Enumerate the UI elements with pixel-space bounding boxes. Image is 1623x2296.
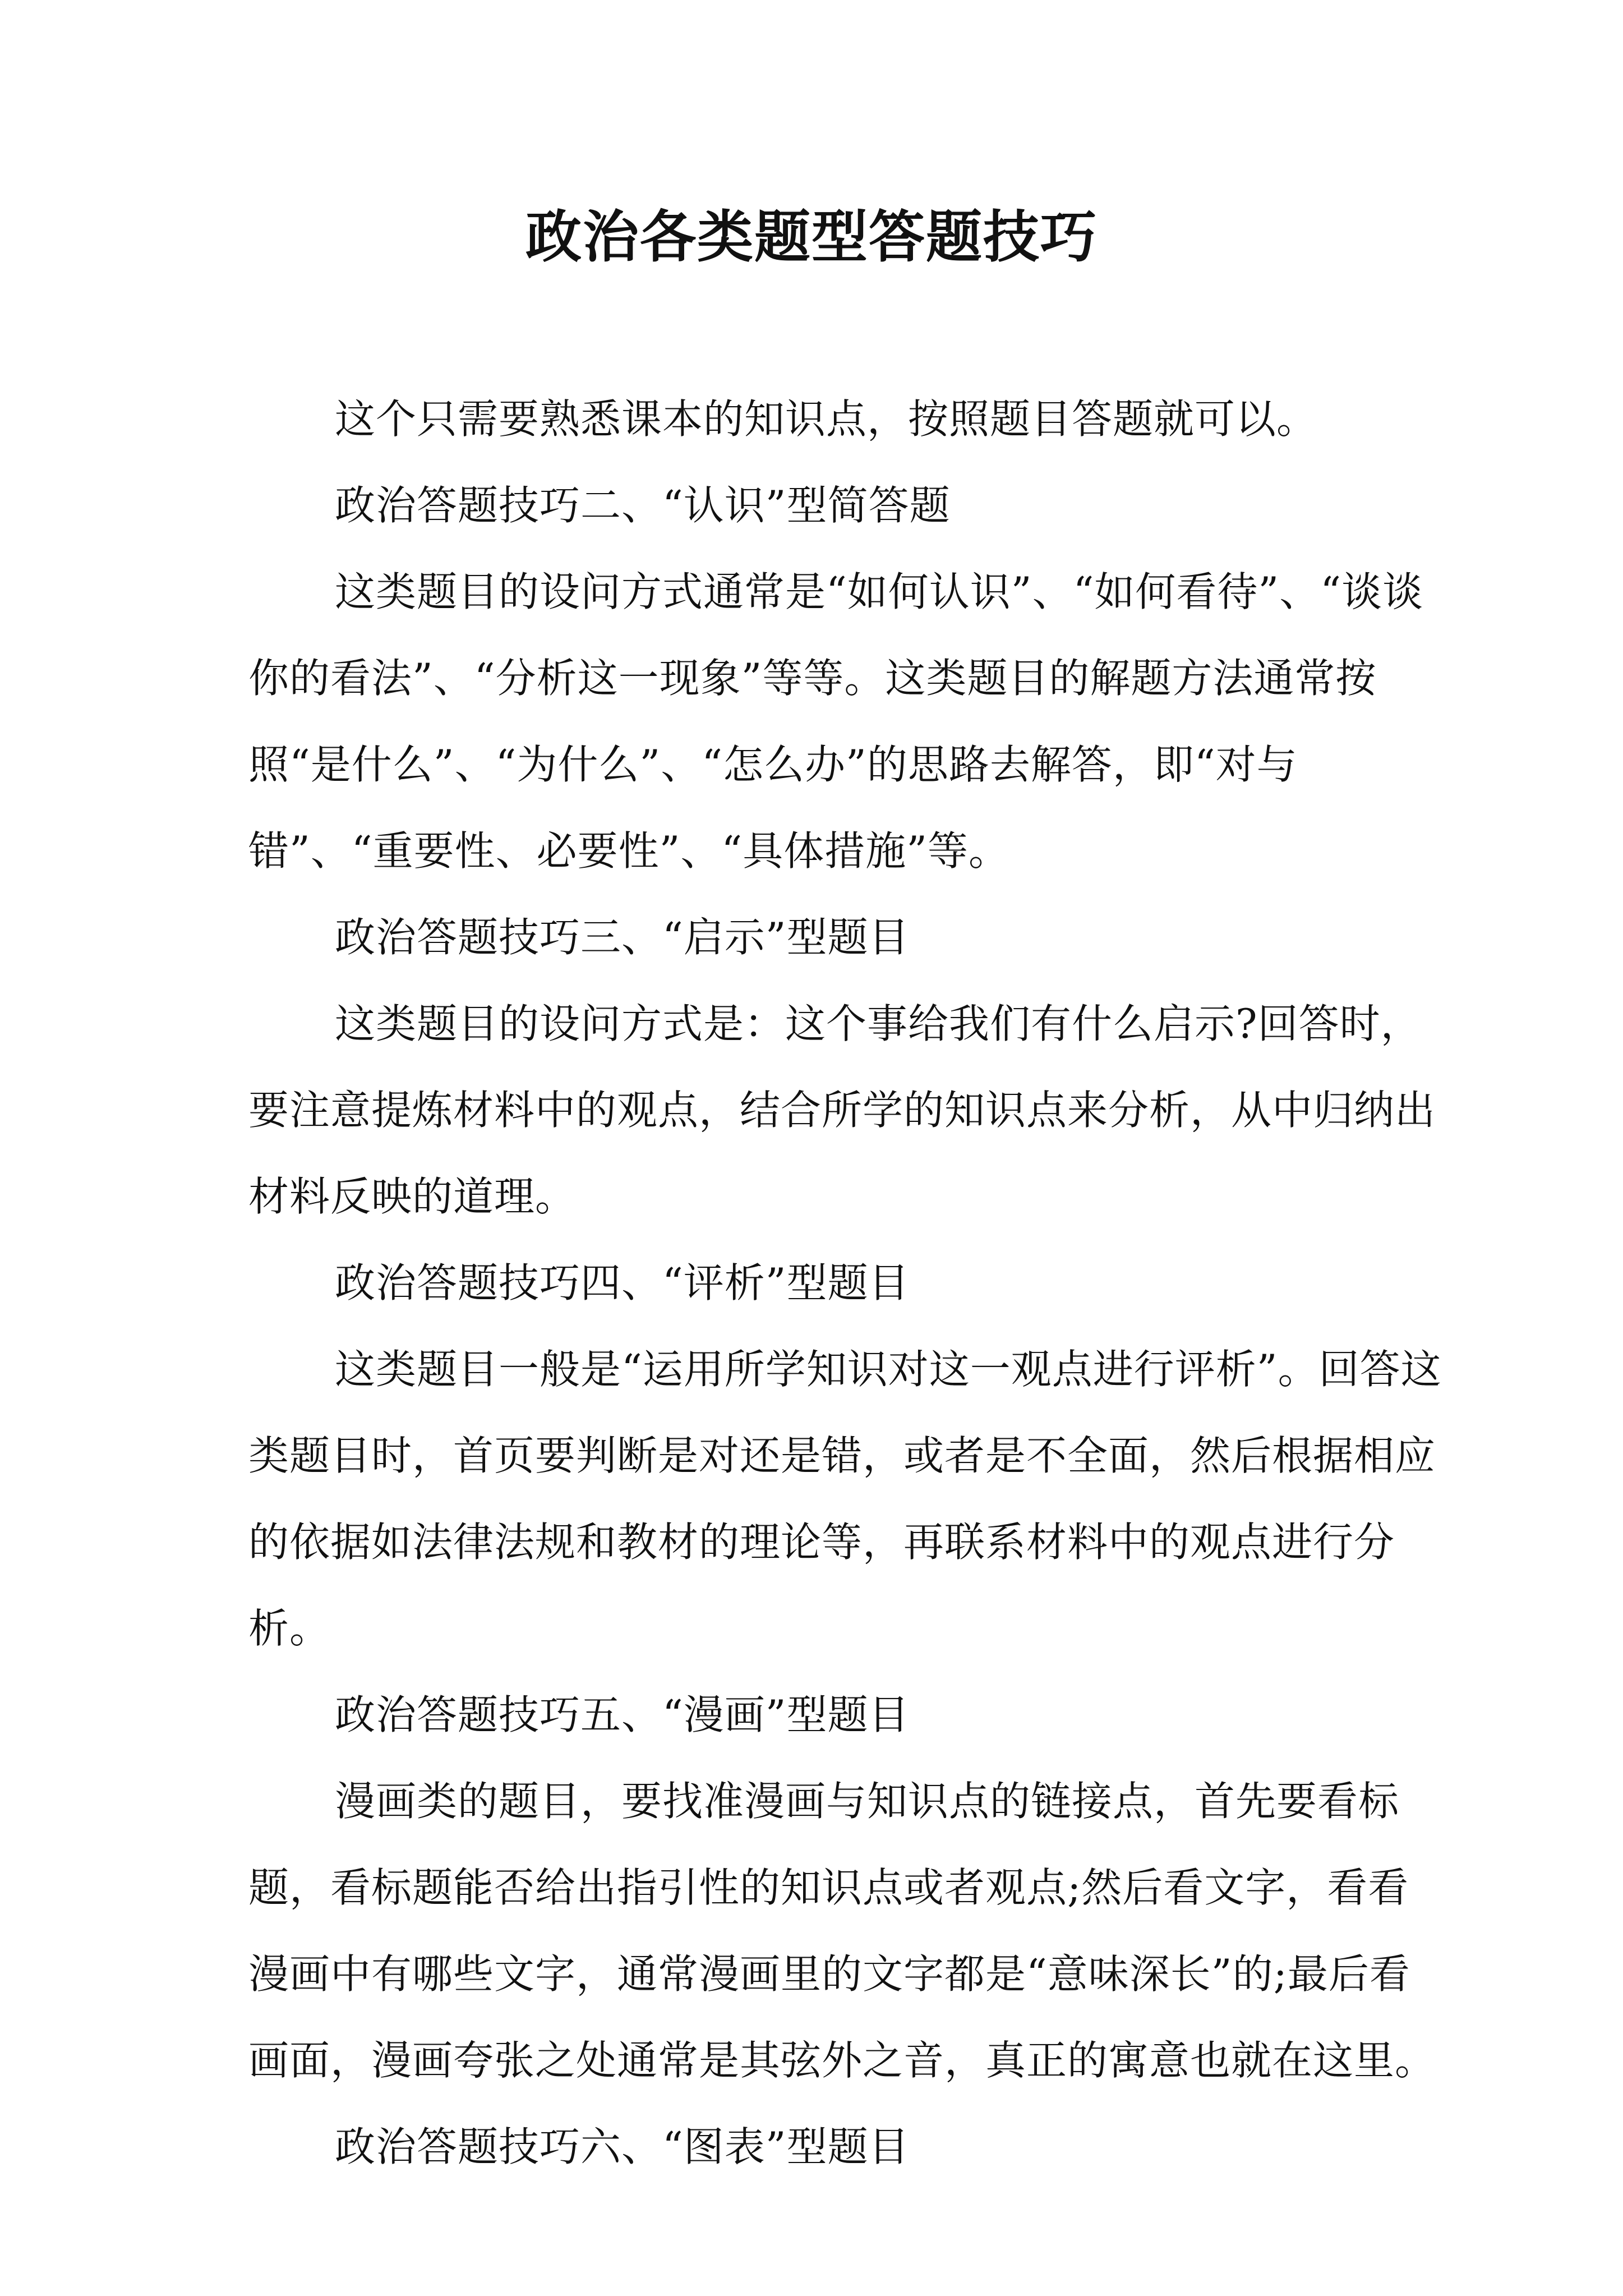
paragraph-section-3: 这类题目的设问方式是：这个事给我们有什么启示?回答时，要注意提炼材料中的观点，结合所学的知识点来分析，从中归纳出材料反映的道理。	[248, 1000, 1436, 1220]
paragraph-section-5: 漫画类的题目，要找准漫画与知识点的链接点，首先要看标题，看标题能否给出指引性的知识点或者观点;然后看文字，看看漫画中有哪些文字，通常漫画里的文字都是“意味深长”的;最后看画面，漫画夸张之处通常是其弦外之音，真正的寓意也就在这里。	[248, 1778, 1436, 2084]
page-title: 政治各类题型答题技巧	[525, 204, 1098, 270]
paragraph-intro: 这个只需要熟悉课本的知识点，按照题目答题就可以。	[335, 395, 1318, 443]
section-heading-4: 政治答题技巧四、“评析”型题目	[335, 1259, 910, 1306]
section-heading-6: 政治答题技巧六、“图表”型题目	[335, 2123, 910, 2170]
section-heading-3: 政治答题技巧三、“启示”型题目	[335, 914, 910, 961]
section-heading-2: 政治答题技巧二、“认识”型简答题	[335, 482, 951, 529]
document-body	[248, 376, 1446, 2190]
section-heading-5: 政治答题技巧五、“漫画”型题目	[335, 1691, 910, 1738]
paragraph-section-4: 这类题目一般是“运用所学知识对这一观点进行评析”。回答这类题目时，首页要判断是对还是错，或者是不全面，然后根据相应的依据如法律法规和教材的理论等，再联系材料中的观点进行分析。	[248, 1346, 1442, 1652]
paragraph-section-2: 这类题目的设问方式通常是“如何认识”、“如何看待”、“谈谈你的看法”、“分析这一现象”等等。这类题目的解题方法通常按照“是什么”、“为什么”、“怎么办”的思路去解答，即“对与错”、“重要性、必要性”、“具体措施”等。	[248, 568, 1424, 875]
